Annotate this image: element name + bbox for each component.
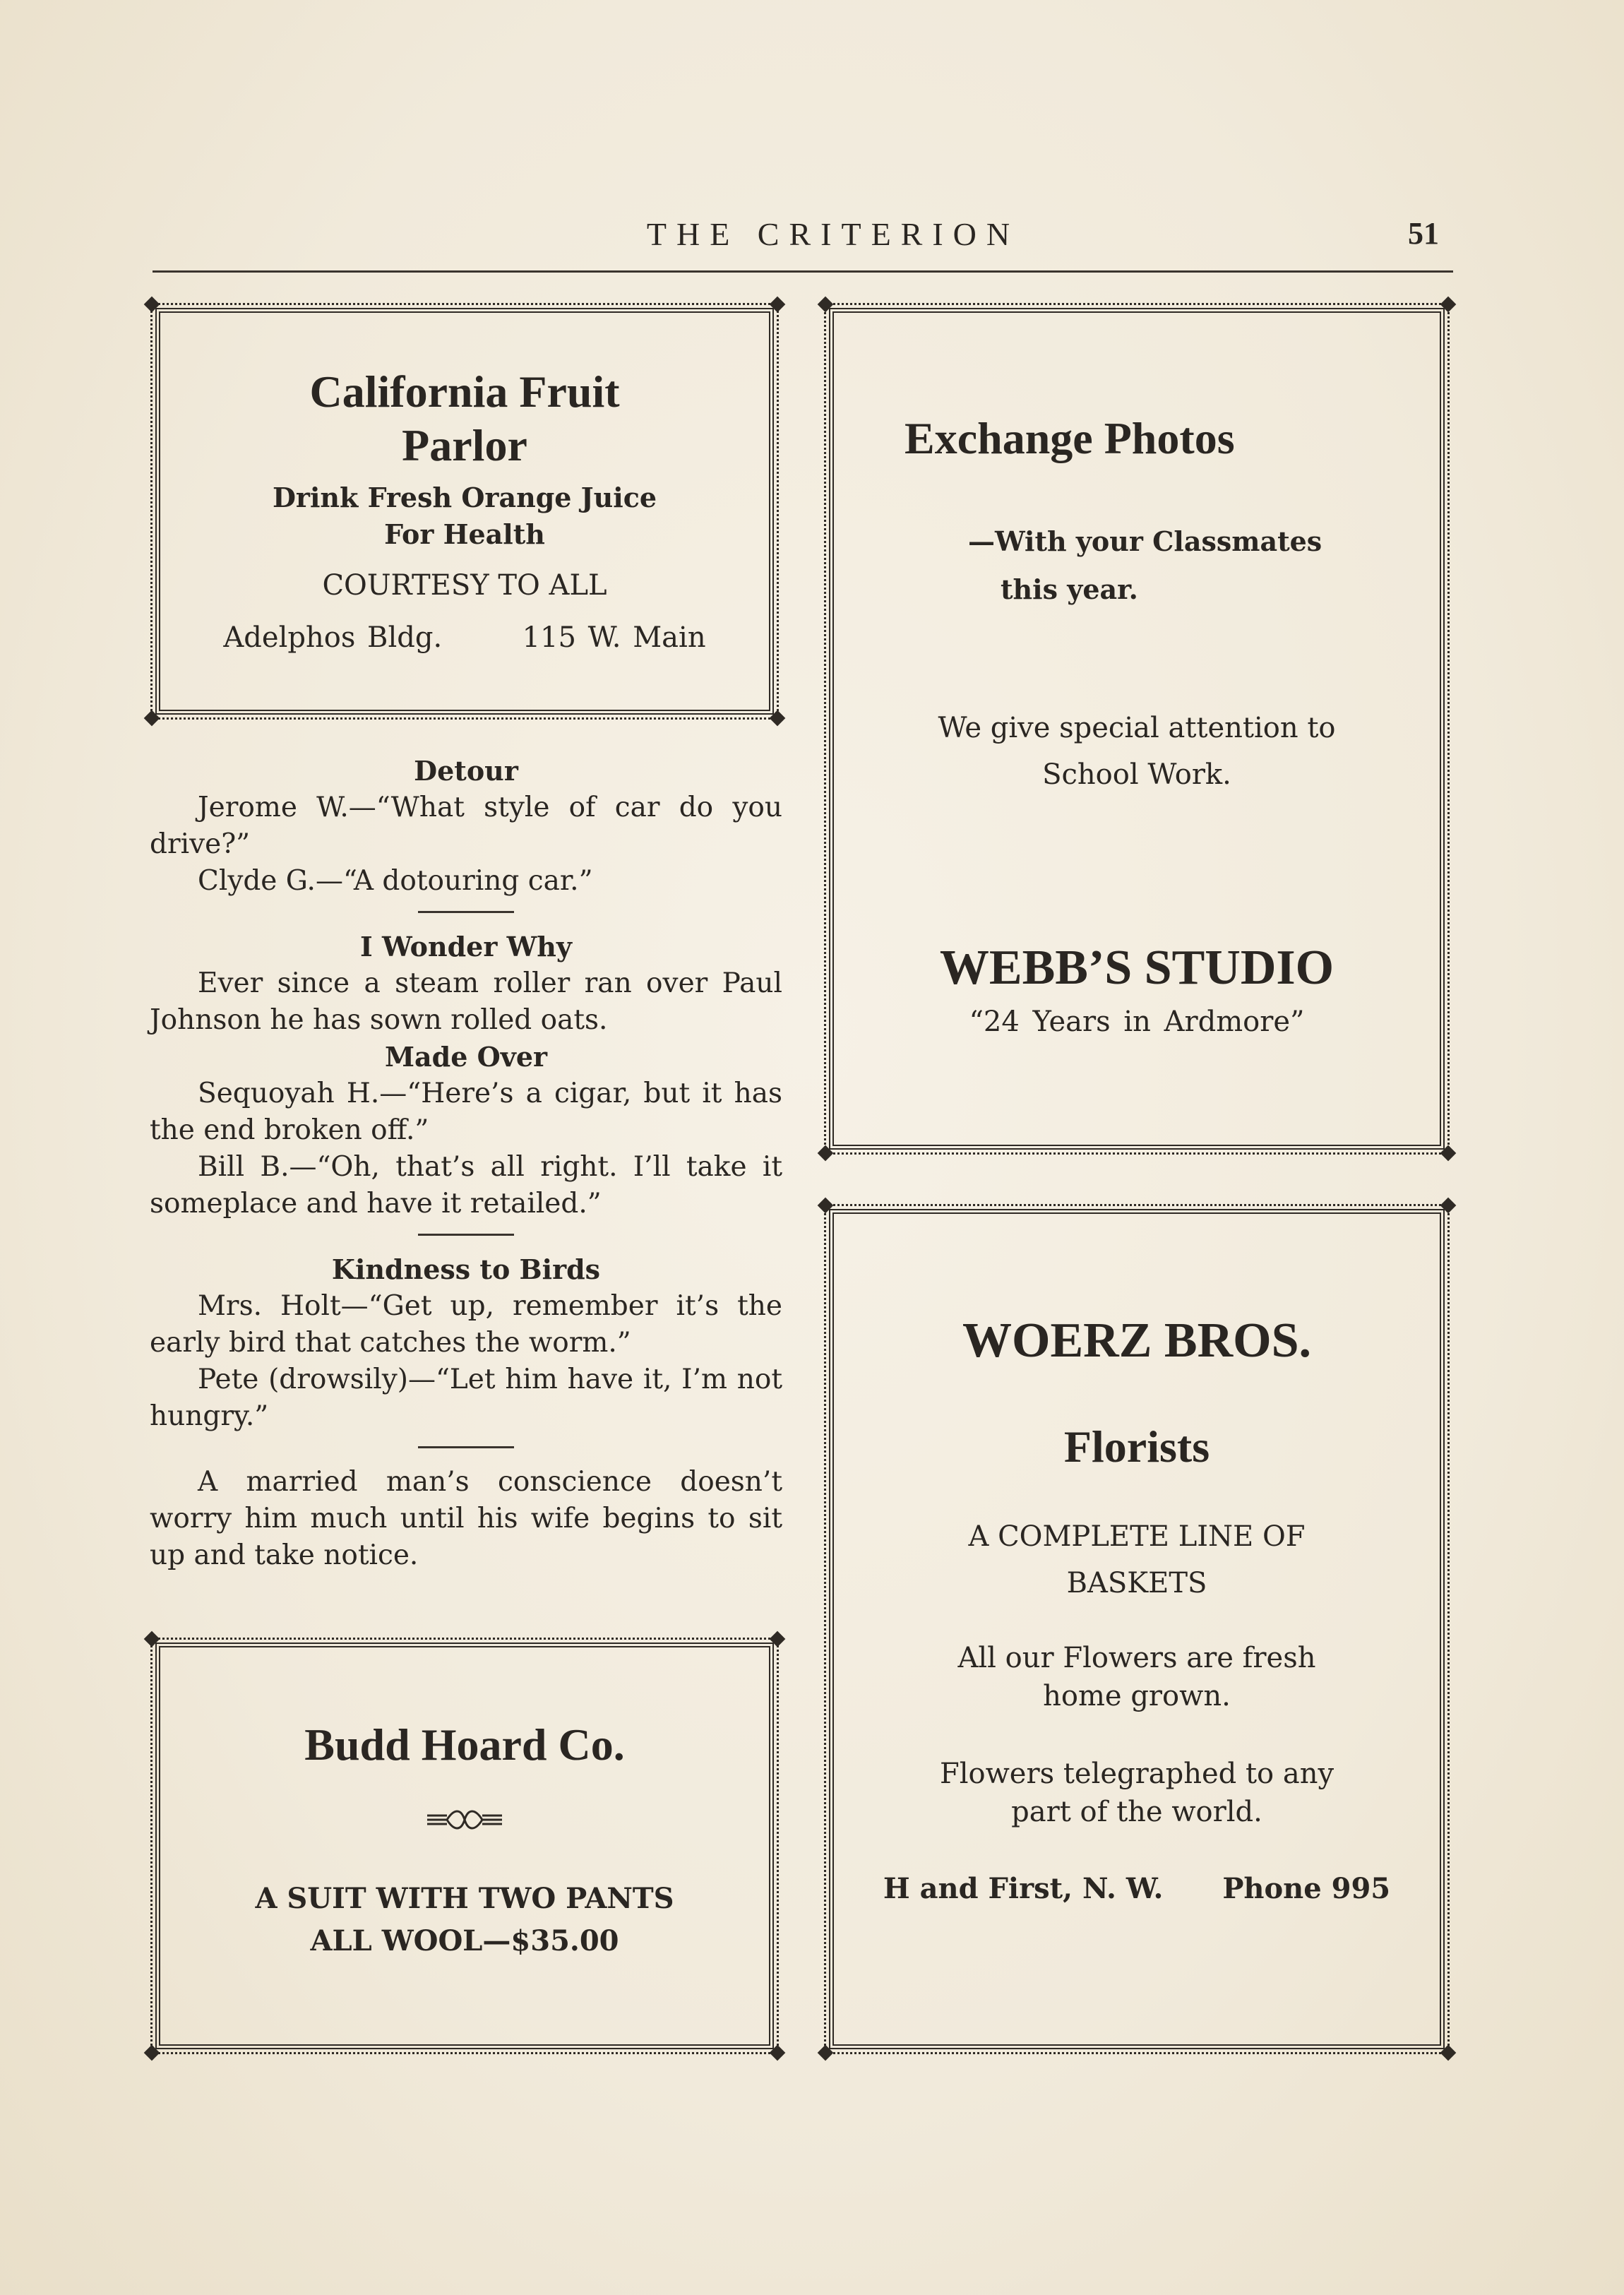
corner-ornament-icon — [818, 297, 834, 313]
ad-california-fruit-parlor — [155, 308, 774, 715]
corner-ornament-icon — [1440, 2045, 1457, 2061]
ad-address: 115 W. Main — [522, 621, 706, 654]
corner-ornament-icon — [818, 1145, 834, 1162]
jokes-column — [150, 753, 782, 1574]
ad-building: Adelphos Bldg. — [223, 621, 443, 654]
ad-studio-years: “24 Years in Ardmore” — [969, 1006, 1305, 1038]
joke-paragraph: Mrs. Holt—“Get up, remember it’s the early bird that catches the worm.” — [150, 1290, 782, 1359]
ad-contact-line — [834, 1871, 1440, 1907]
ad-attention-line2: School Work. — [1042, 758, 1231, 791]
ad-tagline-line1: Drink Fresh Orange Juice — [272, 482, 657, 513]
corner-ornament-icon — [770, 2045, 786, 2061]
section-divider — [418, 1234, 514, 1236]
ad-title: WOERZ BROS. — [962, 1313, 1311, 1368]
ad-line2: BASKETS — [1066, 1567, 1207, 1599]
ad-studio-name: WEBB’S STUDIO — [939, 941, 1335, 995]
ad-name-line2: Parlor — [402, 420, 527, 470]
joke-paragraph: Sequoyah H.—“Here’s a cigar, but it has the end broken off.” — [150, 1078, 782, 1146]
decorative-ornament-icon — [426, 1807, 503, 1832]
ad-exchange-photos — [829, 308, 1445, 1150]
ad-subtitle: Florists — [1063, 1421, 1210, 1472]
ad-line1: A SUIT WITH TWO PANTS — [255, 1882, 674, 1915]
corner-ornament-icon — [1440, 1145, 1457, 1162]
corner-ornament-icon — [818, 1198, 834, 1214]
joke-heading-birds: Kindness to Birds — [331, 1253, 601, 1285]
ad-fresh-line2: home grown. — [1043, 1680, 1231, 1712]
ad-courtesy: COURTESY TO ALL — [322, 569, 607, 602]
corner-ornament-icon — [770, 1631, 786, 1647]
corner-ornament-icon — [144, 1631, 160, 1647]
ad-line1: —With your Classmates — [968, 525, 1323, 557]
ad-telegraph-line2: part of the world. — [1011, 1796, 1262, 1828]
corner-ornament-icon — [770, 710, 786, 727]
ad-telegraph-line1: Flowers telegraphed to any — [939, 1758, 1335, 1790]
joke-paragraph: Bill B.—“Oh, that’s all right. I’ll take it someplace and have it retailed.” — [150, 1151, 782, 1220]
running-header-title: THE CRITERION — [646, 216, 1020, 252]
corner-ornament-icon — [144, 297, 160, 313]
section-divider — [418, 911, 514, 913]
ad-title: Exchange Photos — [904, 413, 1235, 463]
ad-address-line — [160, 618, 769, 657]
ad-address: H and First, N. W. — [883, 1872, 1164, 1905]
corner-ornament-icon — [144, 710, 160, 727]
ad-budd-hoard — [155, 1643, 774, 2049]
corner-ornament-icon — [770, 297, 786, 313]
joke-paragraph: Ever since a steam roller ran over Paul Johnson he has sown rolled oats. — [150, 967, 782, 1036]
joke-paragraph: Clyde G.—“A dotouring car.” — [198, 865, 593, 897]
ad-title: Budd Hoard Co. — [304, 1719, 625, 1770]
ad-fresh-line1: All our Flowers are fresh — [957, 1642, 1316, 1674]
corner-ornament-icon — [1440, 1198, 1457, 1214]
ad-woerz-bros — [829, 1209, 1445, 2049]
joke-paragraph: A married man’s conscience doesn’t worry him much until his wife begins to sit up and take notice. — [150, 1466, 782, 1571]
ad-phone: Phone 995 — [1222, 1872, 1391, 1905]
page-number: 51 — [1408, 216, 1439, 251]
ad-line2: this year. — [1001, 573, 1138, 605]
joke-heading-wonder: I Wonder Why — [360, 931, 572, 962]
joke-paragraph: Pete (drowsily)—“Let him have it, I’m not hungry.” — [150, 1364, 782, 1432]
ad-attention-line1: We give special attention to — [938, 712, 1336, 744]
ad-name-line1: California Fruit — [309, 366, 620, 417]
corner-ornament-icon — [818, 2045, 834, 2061]
joke-heading-made-over: Made Over — [384, 1041, 548, 1073]
header-rule — [153, 270, 1453, 273]
joke-heading-detour: Detour — [414, 755, 518, 787]
ad-line2: ALL WOOL—$35.00 — [310, 1924, 619, 1957]
corner-ornament-icon — [1440, 297, 1457, 313]
ad-line1: A COMPLETE LINE OF — [968, 1520, 1306, 1553]
joke-paragraph: Jerome W.—“What style of car do you drive?” — [150, 792, 782, 860]
corner-ornament-icon — [144, 2045, 160, 2061]
section-divider — [418, 1446, 514, 1448]
ad-tagline-line2: For Health — [384, 518, 545, 550]
